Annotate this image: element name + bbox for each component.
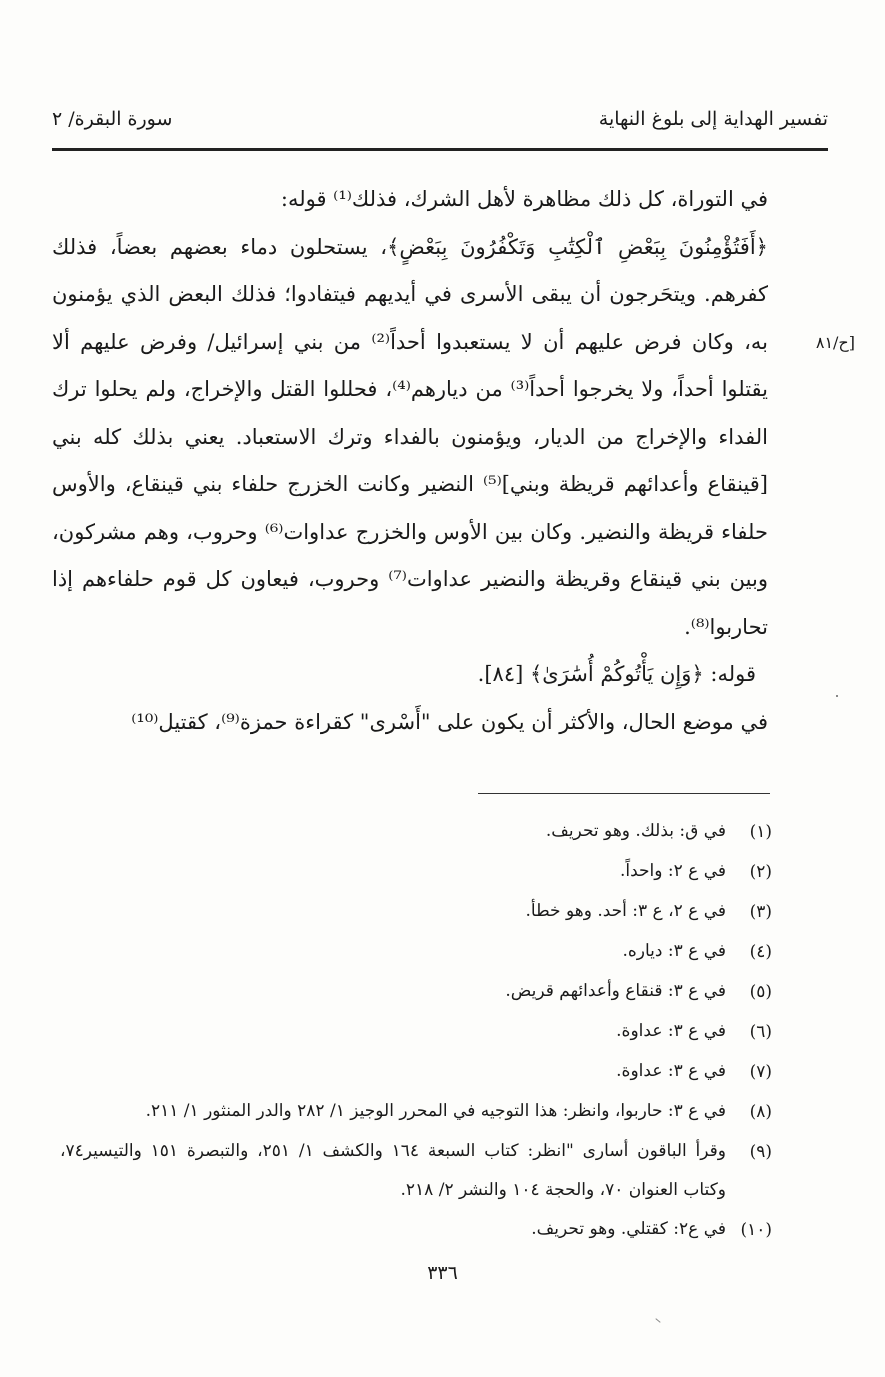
footnote-text: في ع ٣: حاربوا، وانظر: هذا التوجيه في المحرر الوجيز ١/ ٢٨٢ والدر المنثور ١/ ٢١١. <box>145 1101 726 1121</box>
footnote-number: (١) <box>749 822 772 842</box>
book-title: تفسير الهداية إلى بلوغ النهاية <box>598 108 828 130</box>
footnote-item <box>60 1210 772 1250</box>
footnote-text: في ع ٣: عداوة. <box>616 1021 726 1041</box>
footnote-number: (٦) <box>749 1022 772 1042</box>
paragraph-4: في موضع الحال، والأكثر أن يكون على "أَسْرى" كقراءة حمزة⁽⁹⁾، كقتيل⁽¹⁰⁾ <box>131 709 768 734</box>
footnote-number: (٣) <box>749 902 772 922</box>
page-header <box>52 108 828 130</box>
scan-speck <box>655 1318 660 1323</box>
page-number: ٣٣٦ <box>427 1262 458 1284</box>
footnote-item <box>60 1132 772 1210</box>
scan-speck <box>836 695 838 697</box>
footnote-text: في ع ٣: قنقاع وأعدائهم قريض. <box>505 981 726 1001</box>
footnote-number: (٤) <box>749 942 772 962</box>
footnote-number: (٨) <box>749 1102 772 1122</box>
footnotes <box>60 812 772 1250</box>
footnote-item <box>60 1012 772 1052</box>
footnote-text: وقرأ الباقون أسارى "انظر: كتاب السبعة ١٦٤ والكشف ١/ ٢٥١، والتبصرة ١٥١ والتيسير٧٤، وكتاب العنوان ٧٠، والحجة ١٠٤ والنشر ٢/ ٢١٨. <box>60 1141 726 1200</box>
header-rule <box>52 148 828 151</box>
footnote-text: في ق: بذلك. وهو تحريف. <box>545 821 726 841</box>
footnote-item <box>60 1092 772 1132</box>
footnote-item <box>60 812 772 852</box>
footnote-text: في ع ٣: عداوة. <box>616 1061 726 1081</box>
main-text <box>52 176 768 746</box>
footnote-text: في ع٢: كقتلي. وهو تحريف. <box>531 1219 726 1239</box>
paragraph-2: ﴿أَفَتُؤْمِنُونَ بِبَعْضِ ٱلْكِتَٰبِ وَتَكْفُرُونَ بِبَعْضٍ﴾، يستحلون دماء بعضهم بعضاً، فذلك كفرهم. ويتحَرجون أن يبقى الأسرى في أيديهم فيتفادوا؛ فذلك البعض الذي يؤمنون به، وكان فرض عليهم أن لا يستعبدوا أحداً⁽²⁾ من بني إسرائيل/ وفرض عليهم ألا يقتلوا أحداً، ولا يخرجوا أحداً⁽³⁾ من ديارهم⁽⁴⁾، فحللوا القتل والإخراج، ولم يحلوا ترك الفداء والإخراج من الديار، ويؤمنون بالفداء وترك الاستعباد. يعني بذلك كله بني [قينقاع وأعدائهم قريظة وبني]⁽⁵⁾ النضير وكانت الخزرج حلفاء بني قينقاع، والأوس حلفاء قريظة والنضير. وكان بين الأوس والخزرج عداوات⁽⁶⁾ وحروب، وهم مشركون، وبين بني قينقاع وقريظة والنضير عداوات⁽⁷⁾ وحروب، فيعاون كل قوم حلفاءهم إذا تحاربوا⁽⁸⁾. <box>52 234 769 639</box>
manuscript-page-marker: [ح/٨١ <box>815 333 855 352</box>
footnote-item <box>60 1052 772 1092</box>
footnote-text: في ع ٣: دياره. <box>622 941 726 961</box>
footnote-text: في ع ٢، ع ٣: أحد. وهو خطأ. <box>525 901 726 921</box>
footnote-number: (٧) <box>749 1062 772 1082</box>
footnote-number: (٩) <box>749 1142 772 1162</box>
footnote-item <box>60 852 772 892</box>
footnote-item <box>60 892 772 932</box>
footnote-number: (١٠) <box>740 1220 772 1240</box>
footnote-number: (٢) <box>749 862 772 882</box>
surah-label: سورة البقرة/ ٢ <box>52 108 173 130</box>
footnote-rule <box>478 793 770 794</box>
footnote-text: في ع ٢: واحداً. <box>619 861 726 881</box>
paragraph-1: في التوراة، كل ذلك مظاهرة لأهل الشرك، فذلك⁽¹⁾ قوله: <box>280 187 768 211</box>
footnote-item <box>60 972 772 1012</box>
paragraph-3: قوله: ﴿وَإِن يَأْتُوكُمْ أُسَٰرَىٰ﴾ [٨٤]. <box>477 662 756 686</box>
footnote-number: (٥) <box>749 982 772 1002</box>
footnote-item <box>60 932 772 972</box>
